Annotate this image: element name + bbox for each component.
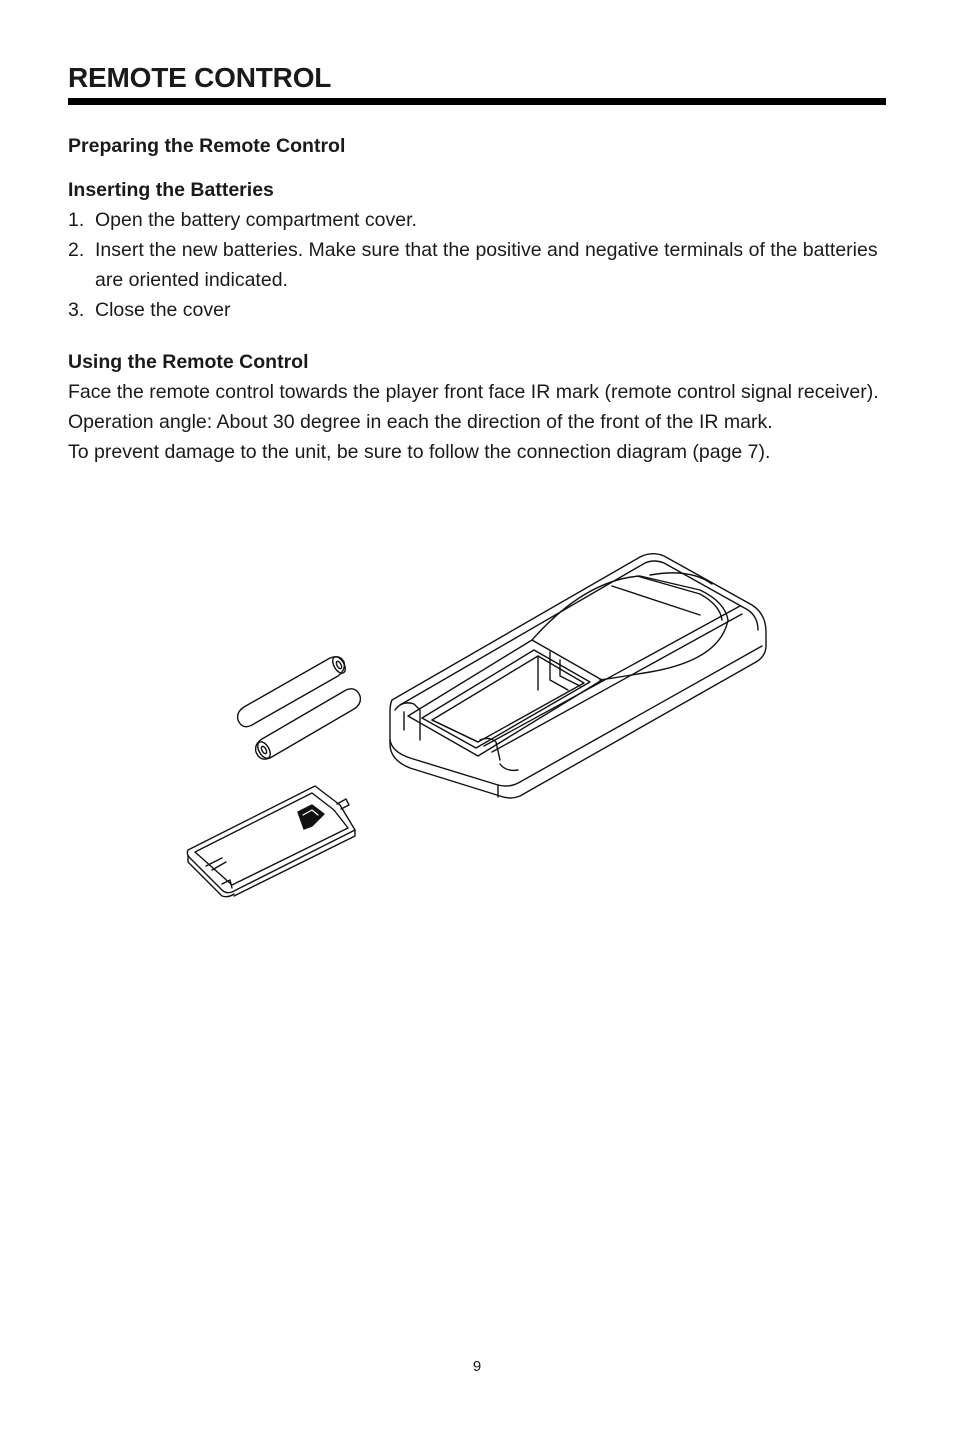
list-item	[68, 205, 898, 235]
step-number: 1.	[68, 209, 85, 231]
battery-cover-icon	[187, 786, 355, 897]
step-text: Open the battery compartment cover.	[95, 209, 417, 231]
step-text: Insert the new batteries. Make sure that the positive and negative terminals of the batteries are oriented indicated.	[95, 239, 878, 291]
section-heading: Preparing the Remote Control	[68, 135, 346, 157]
batteries-heading: Inserting the Batteries	[68, 179, 274, 201]
list-item	[68, 295, 898, 325]
title-rule	[68, 98, 886, 105]
step-number: 3.	[68, 299, 85, 321]
usage-heading: Using the Remote Control	[68, 351, 309, 373]
page-title: REMOTE CONTROL	[68, 62, 332, 93]
spacer	[68, 325, 898, 347]
remote-body	[390, 554, 766, 798]
step-number: 2.	[68, 239, 85, 261]
usage-paragraph: Face the remote control towards the player front face IR mark (remote control signal receiver).	[68, 381, 879, 403]
battery-icon	[255, 689, 360, 760]
operation-angle-text: Operation angle: About 30 degree in each the direction of the front of the IR mark.	[68, 411, 773, 433]
damage-warning-text: To prevent damage to the unit, be sure to follow the connection diagram (page 7).	[68, 441, 771, 463]
content	[68, 131, 898, 467]
battery-icon	[238, 655, 348, 727]
battery-steps	[68, 205, 898, 325]
remote-battery-illustration	[180, 545, 780, 900]
list-item	[68, 235, 898, 295]
step-text: Close the cover	[95, 299, 231, 321]
page-number: 9	[472, 1358, 482, 1375]
